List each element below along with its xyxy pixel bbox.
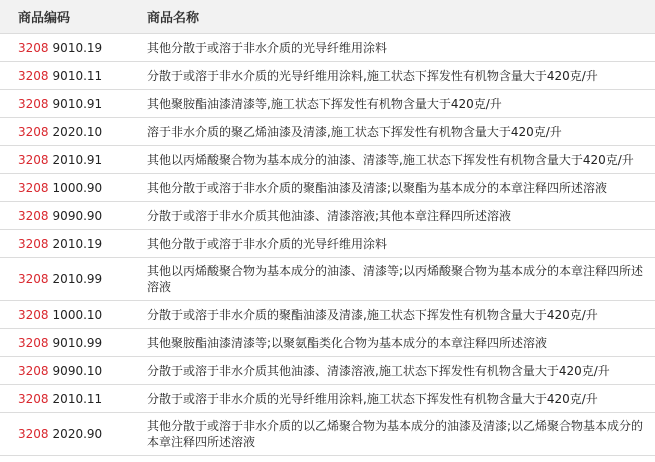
hs-code-prefix: 3208 [18,335,49,350]
hs-code-cell [0,118,133,146]
hs-code-prefix: 3208 [18,180,49,195]
code-column-header: 商品编码 [0,0,133,34]
hs-code-prefix: 3208 [18,363,49,378]
product-name-cell: 其他以丙烯酸聚合物为基本成分的油漆、清漆等,施工状态下挥发性有机物含量大于420克/升 [133,146,655,174]
product-name-cell: 分散于或溶于非水介质的光导纤维用涂料,施工状态下挥发性有机物含量大于420克/升 [133,62,655,90]
table-row [0,413,655,456]
hs-code-cell [0,146,133,174]
hs-code-cell [0,90,133,118]
hs-code-suffix: 2010.19 [52,236,103,251]
hs-code-cell [0,301,133,329]
hs-code-suffix: 2020.90 [52,427,103,441]
name-column-header: 商品名称 [133,0,655,34]
hs-code-cell [0,230,133,258]
hs-code-suffix: 9090.90 [52,208,103,223]
hs-code-suffix: 9010.91 [52,96,103,111]
hs-code-prefix: 3208 [18,272,49,286]
hs-code-cell [0,357,133,385]
table-row [0,357,655,385]
hs-code-prefix: 3208 [18,391,49,406]
product-name-cell: 分散于或溶于非水介质其他油漆、清漆溶液,施工状态下挥发性有机物含量大于420克/升 [133,357,655,385]
product-name-cell: 其他聚胺酯油漆清漆等,施工状态下挥发性有机物含量大于420克/升 [133,90,655,118]
table-row [0,62,655,90]
table-row [0,230,655,258]
hs-code-suffix: 9090.10 [52,363,103,378]
product-name-cell: 分散于或溶于非水介质其他油漆、清漆溶液;其他本章注释四所述溶液 [133,202,655,230]
table-row [0,385,655,413]
hs-code-cell [0,174,133,202]
product-name-cell: 分散于或溶于非水介质的聚酯油漆及清漆,施工状态下挥发性有机物含量大于420克/升 [133,301,655,329]
hs-code-suffix: 1000.90 [52,180,103,195]
product-name-cell: 溶于非水介质的聚乙烯油漆及清漆,施工状态下挥发性有机物含量大于420克/升 [133,118,655,146]
hs-code-suffix: 2010.11 [52,391,103,406]
hs-code-cell [0,202,133,230]
hs-code-prefix: 3208 [18,96,49,111]
hs-code-prefix: 3208 [18,124,49,139]
hs-code-cell [0,62,133,90]
hs-code-prefix: 3208 [18,68,49,83]
table-header-row [0,0,655,34]
hs-code-prefix: 3208 [18,208,49,223]
hs-code-cell [0,413,133,456]
table-row [0,301,655,329]
table-row [0,34,655,62]
product-name-cell: 其他分散于或溶于非水介质的聚酯油漆及清漆;以聚酯为基本成分的本章注释四所述溶液 [133,174,655,202]
hs-code-prefix: 3208 [18,40,49,55]
product-name-cell: 其他分散于或溶于非水介质的光导纤维用涂料 [133,34,655,62]
product-name-cell: 其他分散于或溶于非水介质的以乙烯聚合物为基本成分的油漆及清漆;以乙烯聚合物基本成分的本章注释四所述溶液 [133,413,655,456]
product-name-cell: 分散于或溶于非水介质的光导纤维用涂料,施工状态下挥发性有机物含量大于420克/升 [133,385,655,413]
hs-code-prefix: 3208 [18,427,49,441]
hs-code-suffix: 2020.10 [52,124,103,139]
table-row [0,146,655,174]
hs-code-cell [0,329,133,357]
product-name-cell: 其他以丙烯酸聚合物为基本成分的油漆、清漆等;以丙烯酸聚合物为基本成分的本章注释四所述溶液 [133,258,655,301]
table-row [0,329,655,357]
hs-code-suffix: 1000.10 [52,307,103,322]
table-row [0,90,655,118]
product-name-cell: 其他分散于或溶于非水介质的光导纤维用涂料 [133,230,655,258]
hs-code-cell [0,385,133,413]
table-row [0,258,655,301]
hs-code-prefix: 3208 [18,152,49,167]
hs-code-suffix: 2010.91 [52,152,103,167]
hs-code-suffix: 2010.99 [52,272,103,286]
hs-code-prefix: 3208 [18,236,49,251]
hs-code-suffix: 9010.19 [52,40,103,55]
hs-code-prefix: 3208 [18,307,49,322]
hs-code-suffix: 9010.11 [52,68,103,83]
product-name-cell: 其他聚胺酯油漆清漆等;以聚氨酯类化合物为基本成分的本章注释四所述溶液 [133,329,655,357]
hs-code-cell [0,258,133,301]
table-row [0,174,655,202]
hs-code-suffix: 9010.99 [52,335,103,350]
table-row [0,202,655,230]
hs-code-cell [0,34,133,62]
table-row [0,118,655,146]
